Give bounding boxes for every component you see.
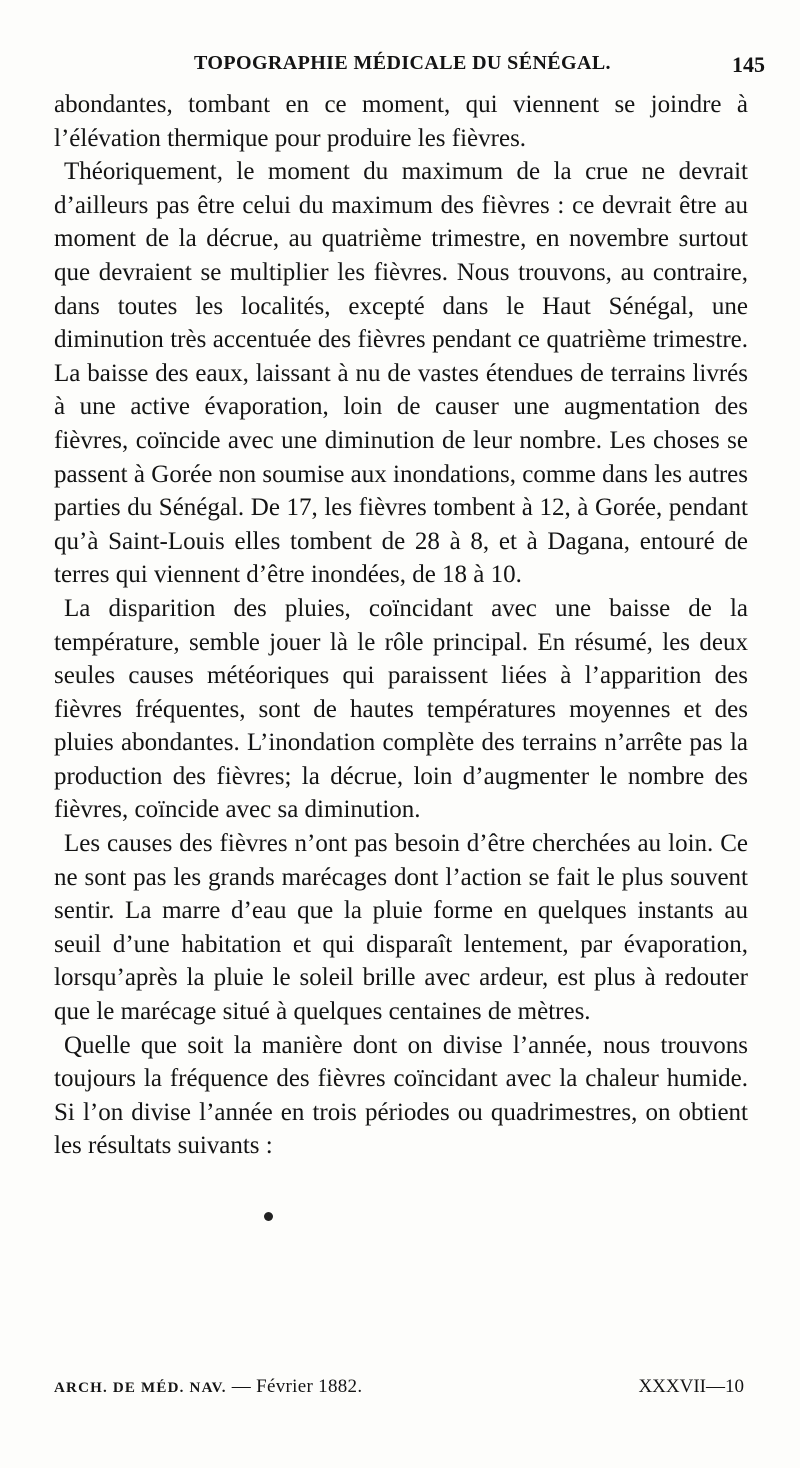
footer-separator: —: [226, 1376, 257, 1397]
body-text: [54, 88, 748, 1163]
paragraph: Les causes des fièvres n’ont pas besoin d’être cherchées au loin. Ce ne sont pas les grands marécages dont l’action se fait le plus souvent sentir. La marre d’eau que la pluie forme en quelques instants au seuil d’une habitation et qui disparaît lentement, par évaporation, lorsqu’après la pluie le soleil brille avec ardeur, est plus à redouter que le marécage situé à quelques centaines de mètres.: [54, 830, 748, 1026]
running-head: [40, 52, 765, 80]
footer-citation: [54, 1376, 362, 1398]
page-footer: [54, 1376, 744, 1406]
issue-date: Février 1882.: [256, 1376, 363, 1397]
paragraph-continued: abondantes, tombant en ce moment, qui viennent se joindre à l’élévation thermique pour produire les fièvres.: [54, 91, 748, 152]
signature-mark: XXXVII—10: [638, 1376, 744, 1397]
printer-mark-dot: [264, 1212, 273, 1221]
paragraph: Quelle que soit la manière dont on divise l’année, nous trouvons toujours la fréquence des fièvres coïncidant avec la chaleur humide. Si l’on divise l’année en trois périodes ou quadrimestres, on obtient les résultats suivants :: [54, 1031, 748, 1160]
running-title: TOPOGRAPHIE MÉDICALE DU SÉNÉGAL.: [194, 52, 611, 74]
journal-abbrev: ARCH. DE MÉD. NAV.: [54, 1380, 227, 1396]
paragraph: Théoriquement, le moment du maximum de la crue ne devrait d’ailleurs pas être celui du maximum des fièvres : ce devrait être au moment de la décrue, au quatrième trimestre, en novembre surtout que devraient se multiplier les fièvres. Nous trouvons, au contraire, dans toutes les localités, excepté dans le Haut Sénégal, une diminution très accentuée des fièvres pendant ce quatrième trimestre. La baisse des eaux, laissant à nu de vastes étendues de terrains livrés à une active évaporation, loin de causer une augmentation des fièvres, coïncide avec une diminution de leur nombre. Les choses se passent à Gorée non soumise aux inondations, comme dans les autres parties du Sénégal. De 17, les fièvres tombent à 12, à Gorée, pendant qu’à Saint-Louis elles tombent de 28 à 8, et à Dagana, entouré de terres qui viennent d’être inondées, de 18 à 10.: [54, 158, 748, 589]
paragraph: La disparition des pluies, coïncidant avec une baisse de la température, semble jouer là le rôle principal. En résumé, les deux seules causes météoriques qui paraissent liées à l’apparition des fièvres fréquentes, sont de hautes températures moyennes et des pluies abondantes. L’inondation complète des terrains n’arrête pas la production des fièvres; la décrue, loin d’augmenter le nombre des fièvres, coïncide avec sa diminution.: [54, 594, 748, 824]
page-number: 145: [732, 52, 765, 77]
